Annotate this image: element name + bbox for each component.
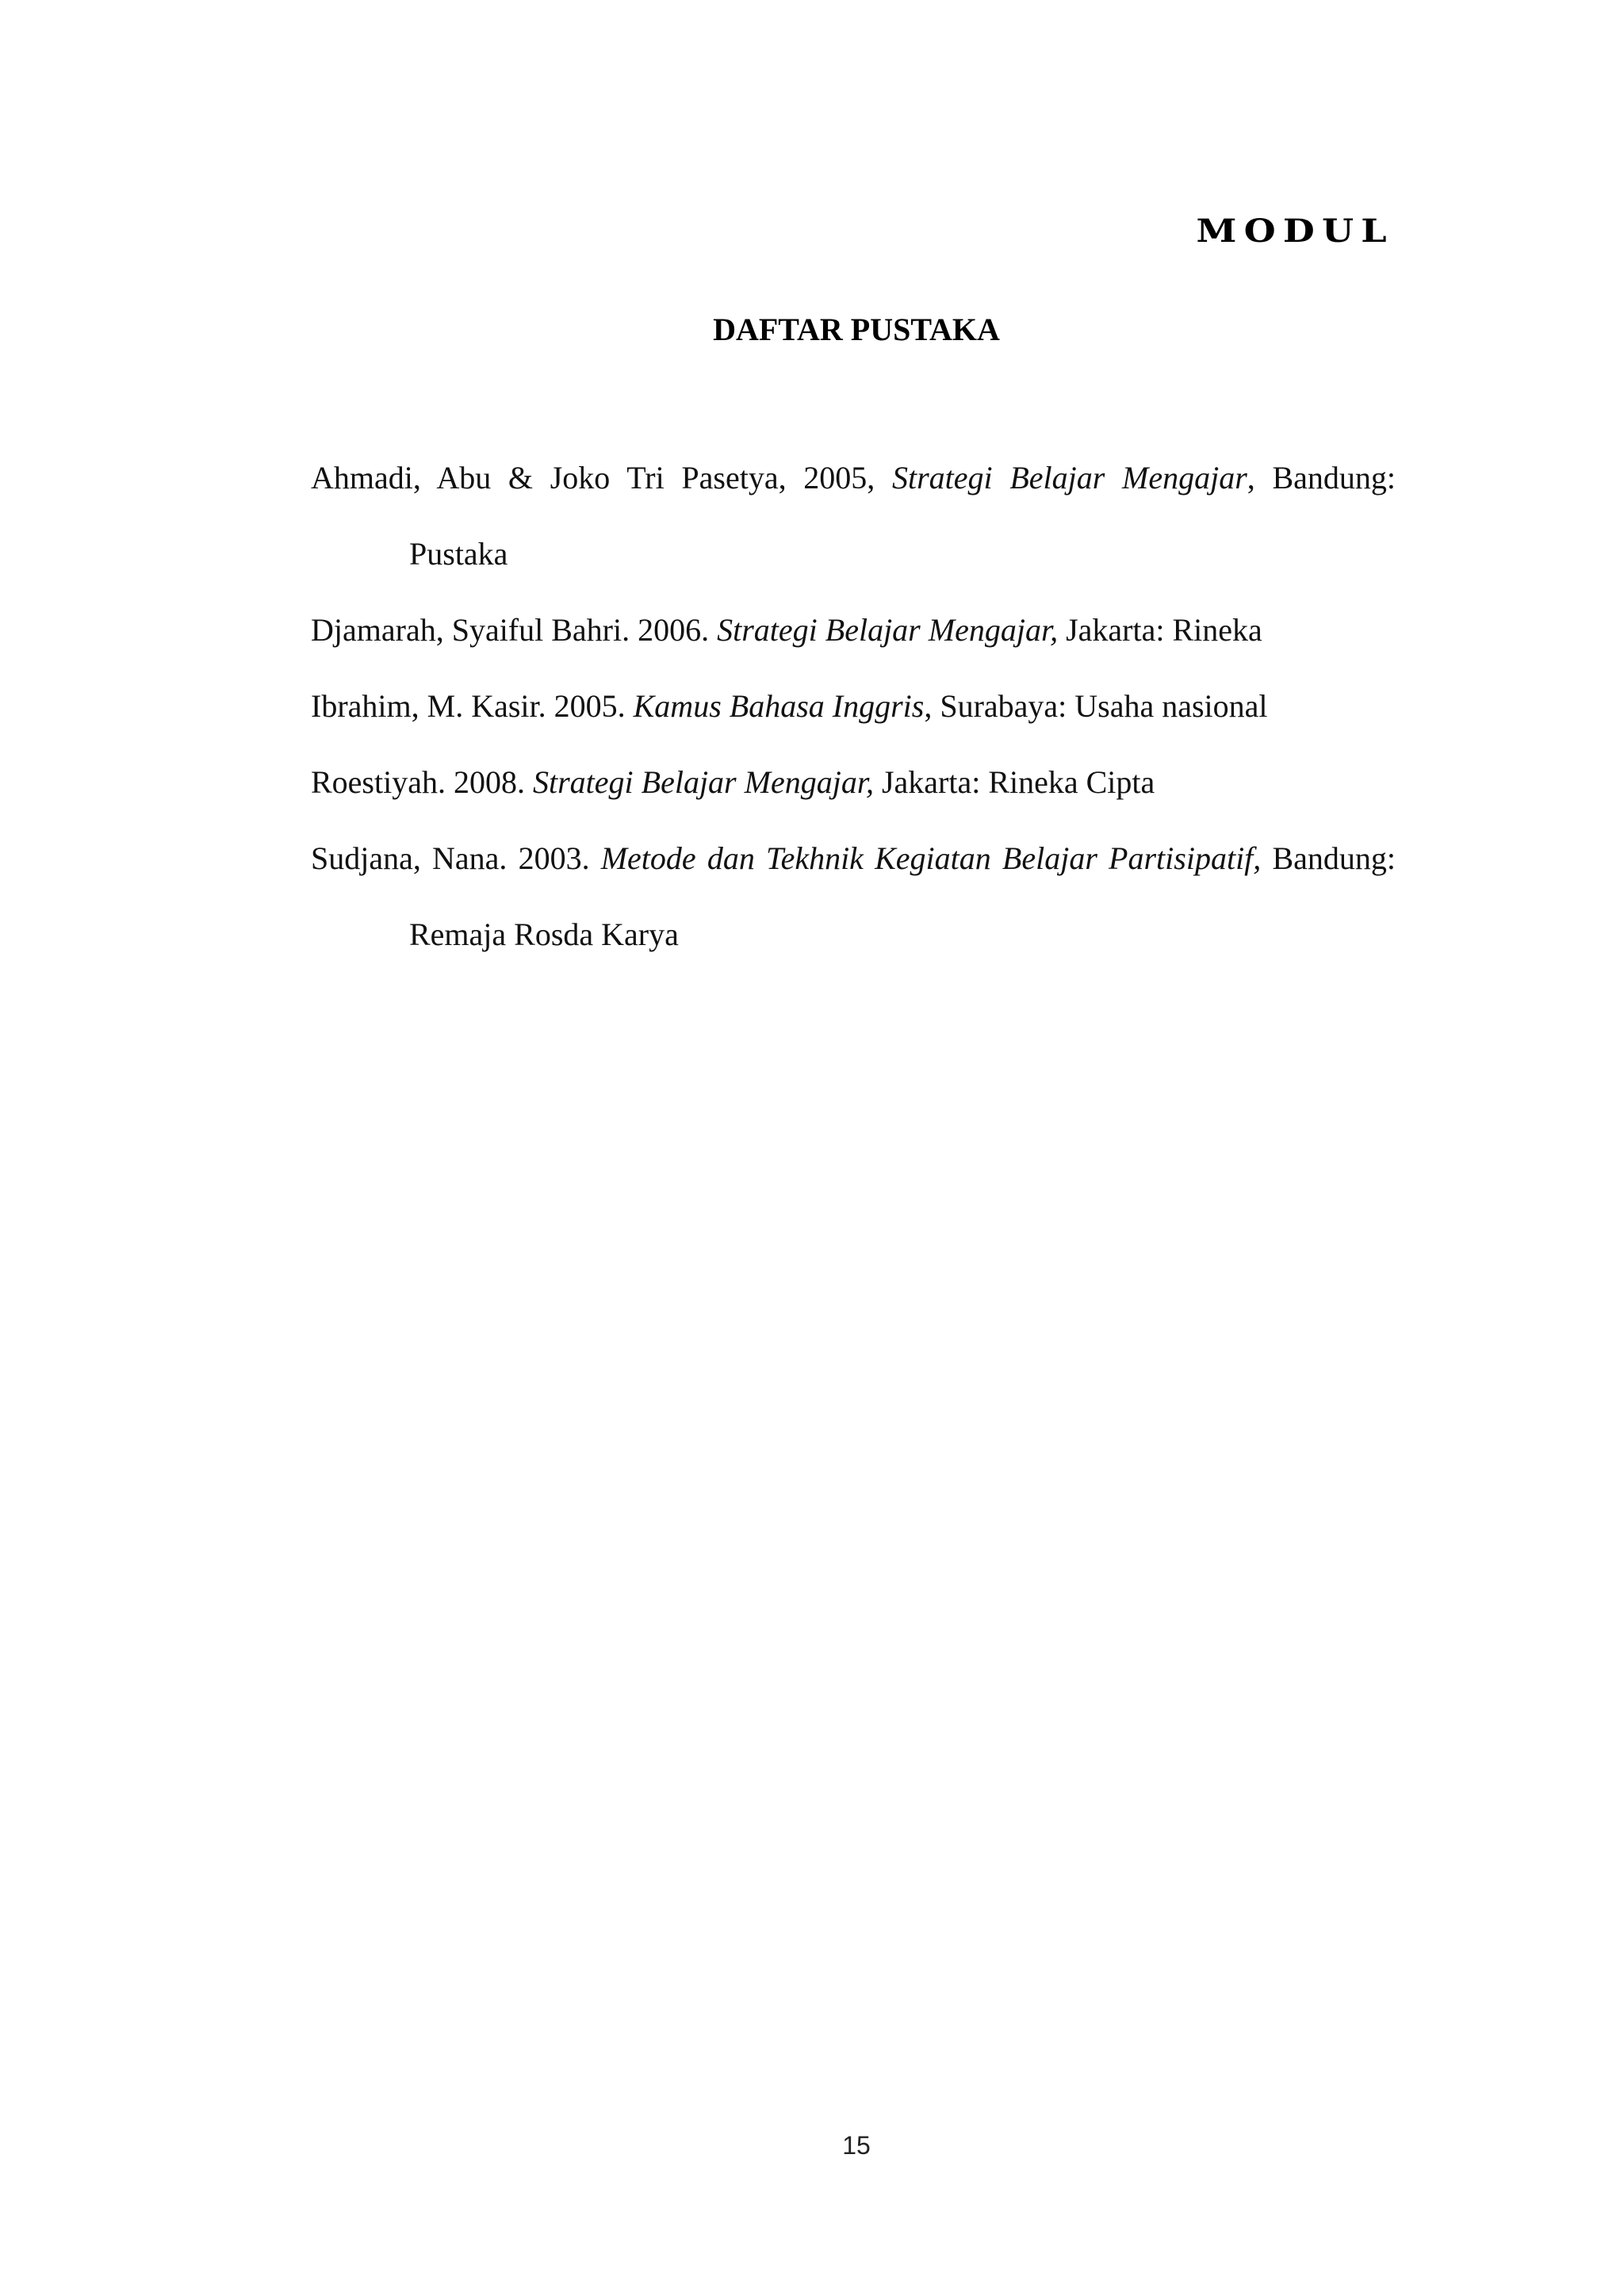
reference-publisher: , Bandung: Pustaka — [409, 460, 1396, 572]
reference-title: Strategi Belajar Mengajar — [891, 460, 1247, 496]
reference-publisher: Bandung: Remaja Rosda Karya — [409, 840, 1396, 952]
reference-title: Metode dan Tekhnik Kegiatan Belajar Partisipatif, — [600, 840, 1262, 876]
reference-title: Kamus Bahasa Inggris — [633, 688, 925, 724]
page-number: 15 — [842, 2131, 871, 2160]
reference-publisher: Jakarta: Rineka — [1058, 612, 1262, 648]
reference-title: Strategi Belajar Mengajar, — [717, 612, 1059, 648]
reference-authors: Roestiyah. 2008. — [311, 764, 533, 800]
reference-publisher: Jakarta: Rineka Cipta — [873, 764, 1155, 800]
reference-publisher: , Surabaya: Usaha nasional — [924, 688, 1268, 724]
reference-authors: Sudjana, Nana. 2003. — [311, 840, 601, 876]
reference-item — [311, 668, 1396, 744]
reference-authors: Djamarah, Syaiful Bahri. 2006. — [311, 612, 718, 648]
reference-item — [311, 592, 1396, 668]
reference-authors: Ahmadi, Abu & Joko Tri Pasetya, 2005, — [311, 460, 892, 496]
reference-item — [311, 821, 1396, 973]
reference-item — [311, 440, 1396, 592]
reference-title: Strategi Belajar Mengajar, — [532, 764, 874, 800]
header-label: MODUL — [1196, 212, 1394, 250]
reference-item — [311, 744, 1396, 821]
reference-authors: Ibrahim, M. Kasir. 2005. — [311, 688, 634, 724]
reference-list — [311, 440, 1396, 973]
page-title: DAFTAR PUSTAKA — [713, 312, 1000, 347]
